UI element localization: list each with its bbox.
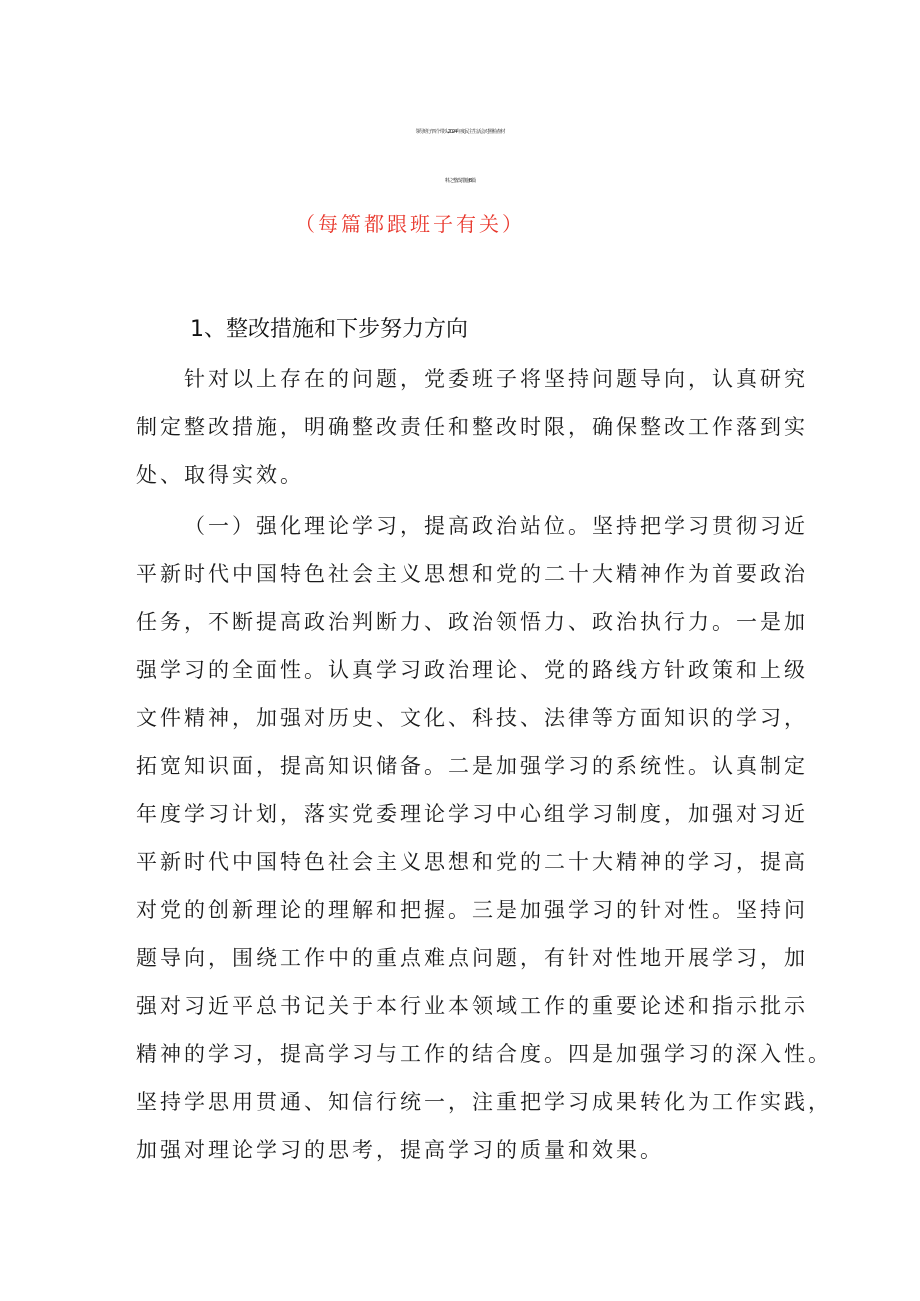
- body-line: 任务，不断提高政治判断力、政治领悟力、政治执行力。一是加: [136, 610, 808, 634]
- body-line: 平新时代中国特色社会主义思想和党的二十大精神的学习，提高: [136, 850, 808, 874]
- document-title-line-1: 领导班子四个带头2024年度民主生活会对照检查材: [415, 129, 505, 135]
- body-line: 平新时代中国特色社会主义思想和党的二十大精神作为首要政治: [136, 562, 808, 586]
- body-line: 针对以上存在的问题，党委班子将坚持问题导向，认真研究: [184, 367, 808, 391]
- document-title-line-2: 料之整改措施8篇: [444, 178, 476, 184]
- body-line: 题导向，围绕工作中的重点难点问题，有针对性地开展学习，加: [136, 946, 808, 970]
- body-line: 对党的创新理论的理解和把握。三是加强学习的针对性。坚持问: [136, 898, 808, 922]
- body-line: 强学习的全面性。认真学习政治理论、党的路线方针政策和上级: [136, 658, 808, 682]
- body-line: 拓宽知识面，提高知识储备。二是加强学习的系统性。认真制定: [136, 754, 808, 778]
- body-line: 精神的学习，提高学习与工作的结合度。四是加强学习的深入性。: [136, 1042, 832, 1066]
- body-line: （一）强化理论学习，提高政治站位。坚持把学习贯彻习近: [184, 514, 808, 538]
- body-line: 强对习近平总书记关于本行业本领域工作的重要论述和指示批示: [136, 994, 808, 1018]
- body-line: 制定整改措施，明确整改责任和整改时限，确保整改工作落到实: [136, 415, 808, 439]
- document-subtitle: （每篇都跟班子有关）: [295, 212, 525, 236]
- body-line: 文件精神，加强对历史、文化、科技、法律等方面知识的学习，: [136, 706, 808, 730]
- section-heading: 1、整改措施和下步努力方向: [190, 317, 468, 342]
- body-line: 加强对理论学习的思考，提高学习的质量和效果。: [136, 1138, 664, 1162]
- body-line: 年度学习计划，落实党委理论学习中心组学习制度，加强对习近: [136, 802, 808, 826]
- body-line: 坚持学思用贯通、知信行统一，注重把学习成果转化为工作实践，: [136, 1090, 832, 1114]
- body-line: 处、取得实效。: [136, 463, 304, 487]
